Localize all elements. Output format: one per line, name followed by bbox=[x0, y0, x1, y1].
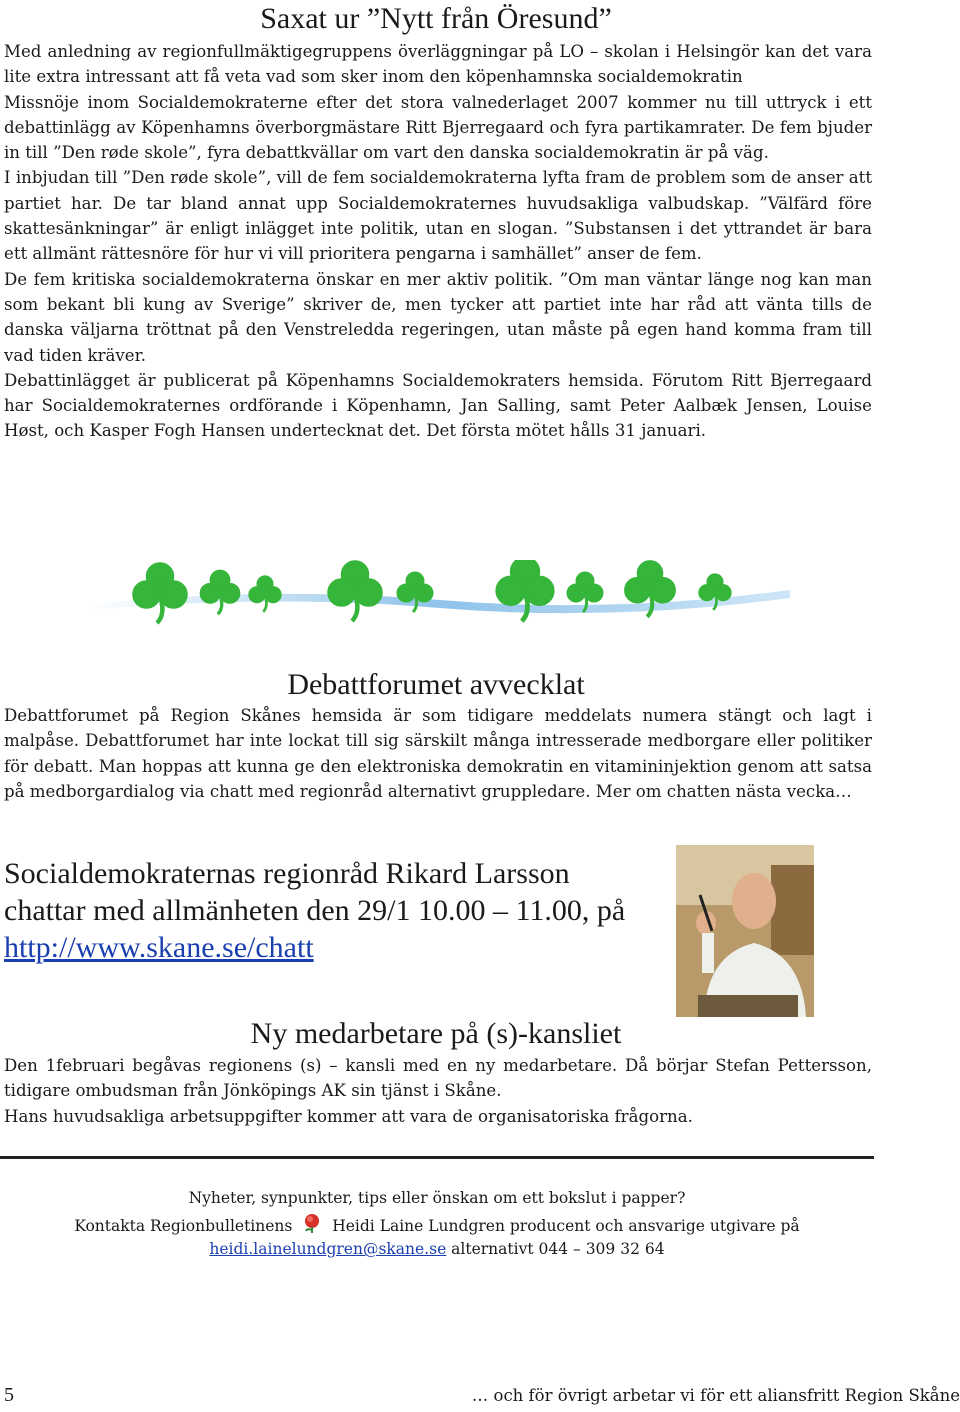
paragraph: Hans huvudsakliga arbetsuppgifter kommer att vara de organisatoriska frågorna. bbox=[4, 1106, 693, 1126]
paragraph: De fem kritiska socialdemokraterna önskar en mer aktiv politik. ”Om man väntar länge nog kan man som bekant bli kung av Sverige” skriver de, men tycker att partiet inte har råd att vänta tills de danska väljarna tröttnat på den Venstreledda regeringen, utan måste på egen hand komma fram till vad tiden kräver. bbox=[4, 269, 872, 365]
footer-tagline: … och för övrigt arbetar vi för ett aliansfritt Region Skåne bbox=[471, 1386, 960, 1405]
footer-contact-label: Kontakta Regionbulletinens bbox=[74, 1217, 293, 1235]
page-number: 5 bbox=[4, 1384, 14, 1406]
article-body-saxat bbox=[4, 39, 872, 444]
footer-divider bbox=[0, 1156, 874, 1159]
paragraph: Debattinlägget är publicerat på Köpenhamns Socialdemokraters hemsida. Förutom Ritt Bjerregaard har Socialdemokraternes ordförande i Köpenhamn, Jan Salling, samt Peter Aalbæk Jensen, Louise Høst, och Kasper Fogh Hansen undertecknat det. Det första mötet hålls 31 januari. bbox=[4, 370, 872, 441]
article-body-debattforum bbox=[4, 703, 872, 804]
footer-line-3 bbox=[0, 1237, 874, 1261]
article-title-kansli: Ny medarbetare på (s)-kansliet bbox=[250, 1017, 622, 1050]
paragraph: I inbjudan till ”Den røde skole”, vill de fem socialdemokraterna lyfta fram de problem som de anser att partiet har. De tar bland annat upp Socialdemokraternes huvudsakliga valbudskap. ”Välfärd före skattesänkningar” är enligt inlägget inte politik, utan en slogan. ”Substansen i det yttrandet är bara ett allmänt rättesnöre för hur vi vill prioritera pengarna i samhället” anser de fem. bbox=[4, 168, 872, 264]
article-title-debattforum: Debattforumet avvecklat bbox=[287, 668, 585, 701]
email-link[interactable]: heidi.lainelundgren@skane.se bbox=[209, 1240, 447, 1258]
footer-phone: alternativt 044 – 309 32 64 bbox=[446, 1240, 665, 1258]
portrait-photo bbox=[676, 845, 814, 1017]
chat-headline: Socialdemokraternas regionråd Rikard Larsson chattar med allmänheten den 29/1 10.00 – 11.00, på bbox=[4, 857, 626, 927]
footer-line-1: Nyheter, synpunkter, tips eller önskan om ett bokslut i papper? bbox=[188, 1189, 686, 1207]
clover-divider-image bbox=[90, 560, 790, 630]
rose-logo-icon bbox=[301, 1212, 323, 1234]
paragraph: Den 1februari begåvas regionens (s) – kansli med en ny medarbetare. Då börjar Stefan Pettersson, tidigare ombudsman från Jönköpings AK sin tjänst i Skåne. bbox=[4, 1056, 872, 1101]
chat-link[interactable]: http://www.skane.se/chatt bbox=[4, 931, 314, 964]
article-body-kansli bbox=[4, 1053, 872, 1129]
paragraph: Debattforumet på Region Skånes hemsida är som tidigare meddelats numera stängt och lagt i malpåse. Debattforumet har inte lockat till sig särskilt många intresserade medborgare eller politiker för debatt. Man hoppas att kunna ge den elektroniska demokratin en vitamininjektion genom att satsa på medborgardialog via chatt med regionråd alternativt gruppledare. Mer om chatten nästa vecka… bbox=[4, 706, 872, 801]
chat-announcement bbox=[4, 855, 644, 966]
footer-producer-text: Heidi Laine Lundgren producent och ansvarige utgivare på bbox=[332, 1217, 800, 1235]
footer-line-2 bbox=[0, 1212, 874, 1238]
paragraph: Missnöje inom Socialdemokraterne efter det stora valnederlaget 2007 kommer nu till uttryck i ett debattinlägg av Köpenhamns överborgmästare Ritt Bjerregaard och fyra partikamrater. De fem bjuder in till ”Den røde skole”, fyra debattkvällar om vart den danska socialdemokratin är på väg. bbox=[4, 92, 872, 163]
paragraph: Med anledning av regionfullmäktigegruppens överläggningar på LO – skolan i Helsingör kan det vara lite extra intressant att få veta vad som sker inom den köpenhamnska socialdemokratin bbox=[4, 42, 872, 87]
article-title-saxat: Saxat ur ”Nytt från Öresund” bbox=[260, 2, 612, 35]
